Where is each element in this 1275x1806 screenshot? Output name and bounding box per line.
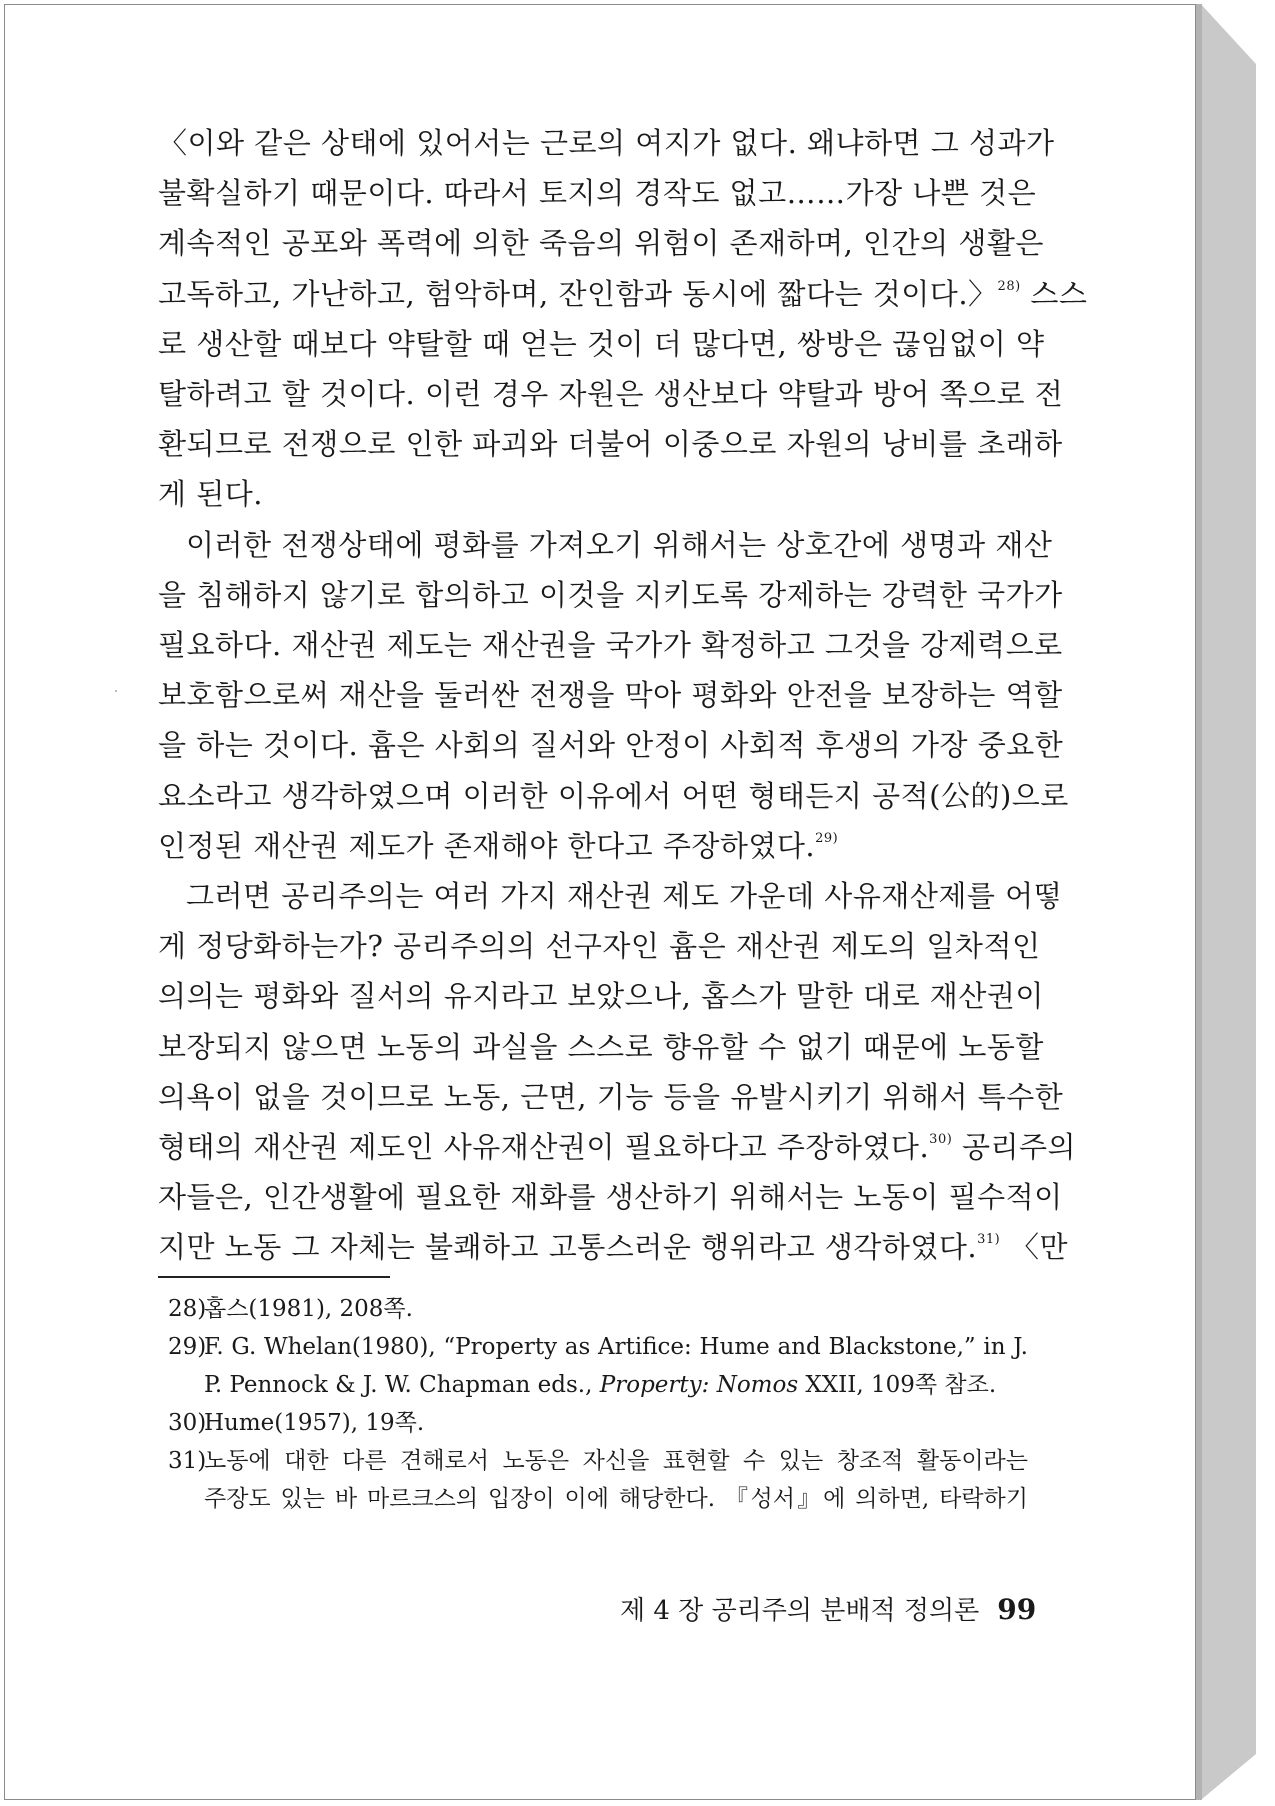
footnote-line-body: P. Pennock & J. W. Chapman eds.,	[204, 1372, 600, 1398]
footnote-ref-30: 30)	[929, 1132, 953, 1148]
book-spine	[1196, 4, 1256, 1800]
scan-speck	[115, 690, 117, 692]
footnote-29	[168, 1328, 1028, 1404]
text-line	[158, 269, 1088, 319]
text-line-body: 고독하고, 가난하고, 험악하며, 잔인함과 동시에 짧다는 것이다.〉	[158, 276, 998, 311]
footnote-number: 28)	[168, 1296, 207, 1322]
footnote-line: 홉스(1981), 208쪽.	[204, 1296, 413, 1322]
footnote-line: 노동에 대한 다른 견해로서 노동은 자신을 표현할 수 있는 창조적 활동이라는	[204, 1448, 1028, 1474]
footnotes	[168, 1290, 1028, 1518]
paragraph-1	[158, 118, 1088, 520]
footnote-line-tail: XXII, 109쪽 참조.	[798, 1372, 997, 1398]
footnote-30	[168, 1404, 1028, 1442]
text-line: 계속적인 공포와 폭력에 의한 죽음의 위험이 존재하며, 인간의 생활은	[158, 226, 1044, 261]
text-line: 환되므로 전쟁으로 인한 파괴와 더불어 이중으로 자원의 낭비를 초래하	[158, 427, 1063, 462]
chapter-title: 제 4 장 공리주의 분배적 정의론	[620, 1596, 980, 1626]
paragraph-2	[158, 520, 1069, 871]
page-number: 99	[997, 1593, 1037, 1626]
footnote-divider	[158, 1276, 390, 1278]
footnote-line: F. G. Whelan(1980), “Property as Artifice: Hume and Blackstone,” in J.	[204, 1334, 1028, 1360]
text-line	[158, 1222, 1068, 1272]
text-line: 〈이와 같은 상태에 있어서는 근로의 여지가 없다. 왜냐하면 그 성과가	[158, 126, 1055, 160]
text-line: 보장되지 않으면 노동의 과실을 스스로 향유할 수 없기 때문에 노동할	[158, 1029, 1044, 1064]
text-line-tail: 스스	[1020, 276, 1088, 311]
footnote-number: 30)	[168, 1410, 207, 1436]
text-line: 이러한 전쟁상태에 평화를 가져오기 위해서는 상호간에 생명과 재산	[186, 527, 1053, 562]
text-line	[158, 1122, 1077, 1172]
text-line	[158, 821, 1028, 871]
text-line-body: 인정된 재산권 제도가 존재해야 한다고 주장하였다.	[158, 828, 816, 863]
text-line: 그러면 공리주의는 여러 가지 재산권 제도 가운데 사유재산제를 어떻	[186, 879, 1063, 914]
footnote-ref-28: 28)	[997, 278, 1021, 294]
body-text	[158, 118, 1088, 1273]
footnote-31	[168, 1442, 1028, 1518]
text-line: 필요하다. 재산권 제도는 재산권을 국가가 확정하고 그것을 강제력으로	[158, 628, 1063, 663]
footnote-line: 주장도 있는 바 마르크스의 입장이 이에 해당한다. 『성서』에 의하면, 타락하기	[204, 1486, 1028, 1512]
text-line: 보호함으로써 재산을 둘러싼 전쟁을 막아 평화와 안전을 보장하는 역할	[158, 678, 1063, 713]
text-line: 요소라고 생각하였으며 이러한 이유에서 어떤 형태든지 공적(公的)으로	[158, 778, 1069, 813]
footnote-28	[168, 1290, 1028, 1328]
text-line: 의의는 평화와 질서의 유지라고 보았으나, 홉스가 말한 대로 재산권이	[158, 979, 1044, 1014]
footnote-ref-31: 31)	[977, 1232, 1001, 1248]
page-footer	[620, 1590, 1037, 1627]
text-line: 게 된다.	[158, 477, 263, 512]
footnote-line: Hume(1957), 19쪽.	[204, 1410, 425, 1436]
text-line-tail: 〈만	[1000, 1230, 1068, 1265]
paragraph-3	[158, 871, 1077, 1273]
text-line-tail: 공리주의	[952, 1130, 1077, 1165]
text-line: 게 정당화하는가? 공리주의의 선구자인 흄은 재산권 제도의 일차적인	[158, 929, 1041, 964]
footnote-number: 29)	[168, 1334, 207, 1360]
text-line: 을 침해하지 않기로 합의하고 이것을 지키도록 강제하는 강력한 국가가	[158, 577, 1063, 612]
book-spine-shade	[1196, 4, 1202, 1800]
text-line: 로 생산할 때보다 약탈할 때 얻는 것이 더 많다면, 쌍방은 끊임없이 약	[158, 326, 1045, 361]
text-line-body: 지만 노동 그 자체는 불쾌하고 고통스러운 행위라고 생각하였다.	[158, 1230, 978, 1265]
footnote-line	[204, 1366, 1028, 1404]
footnote-italic-title: Property: Nomos	[599, 1372, 799, 1398]
text-line: 자들은, 인간생활에 필요한 재화를 생산하기 위해서는 노동이 필수적이	[158, 1180, 1063, 1215]
text-line: 의욕이 없을 것이므로 노동, 근면, 기능 등을 유발시키기 위해서 특수한	[158, 1079, 1064, 1114]
footnote-ref-29: 29)	[815, 830, 839, 846]
text-line-body: 형태의 재산권 제도인 사유재산권이 필요하다고 주장하였다.	[158, 1130, 930, 1165]
footnote-number: 31)	[168, 1448, 207, 1474]
text-line: 탈하려고 할 것이다. 이런 경우 자원은 생산보다 약탈과 방어 쪽으로 전	[158, 377, 1064, 412]
text-line: 을 하는 것이다. 흄은 사회의 질서와 안정이 사회적 후생의 가장 중요한	[158, 728, 1064, 763]
text-line: 불확실하기 때문이다. 따라서 토지의 경작도 없고……가장 나쁜 것은	[158, 176, 1037, 211]
